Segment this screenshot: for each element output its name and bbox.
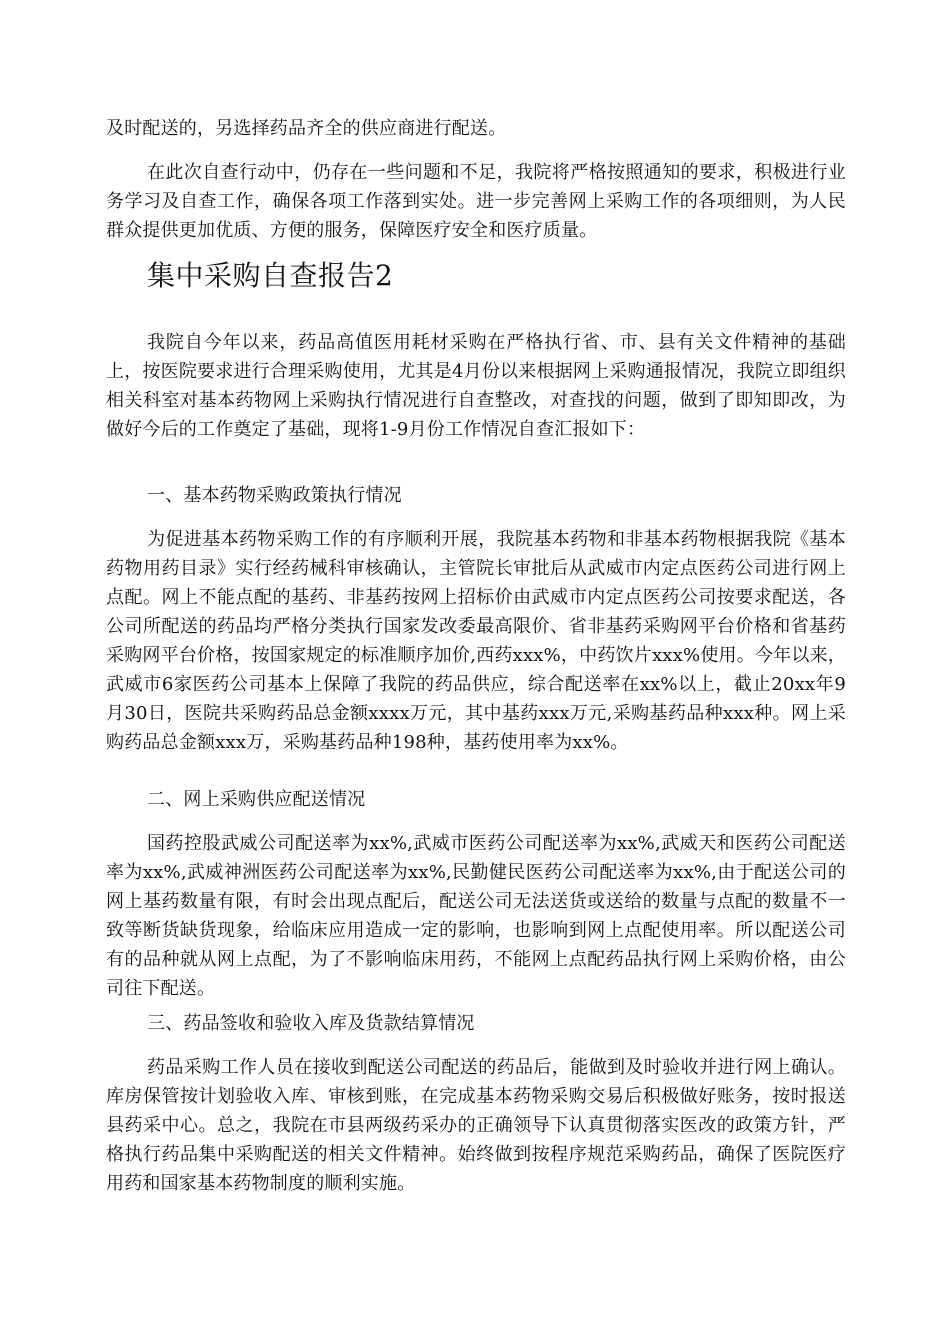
section-heading-1: 一、基本药物采购政策执行情况 [147,485,402,506]
section-heading-3: 三、药品签收和验收入库及货款结算情况 [147,1013,475,1034]
paragraph-section-1: 为促进基本药物采购工作的有序顺利开展，我院基本药物和非基本药物根据我院《基本药物用药目录》实行经药械科审核确认，主管院长审批后从武威市内定点医药公司进行网上点配。网上不能点配的基药、非基药按网上招标价由武威市内定点医药公司按要求配送，各公司所配送的药品均严格分类执行国家发改委最高限价、省非基药采购网平台价格和省基药采购网平台价格，按国家规定的标准顺序加价,西药xxx%，中药饮片xxx%使用。今年以来，武威市6家医药公司基本上保障了我院的药品供应，综合配送率在xx%以上，截止20xx年9月30日，医院共采购药品总金额xxxx万元，其中基药xxx万元,采购基药品种xxx种。网上采购药品总金额xxx万，采购基药品种198种，基药使用率为xx%。 [106,529,846,753]
paragraph-introduction: 我院自今年以来，药品高值医用耗材采购在严格执行省、市、县有关文件精神的基础上，按医院要求进行合理采购使用，尤其是4月份以来根据网上采购通报情况，我院立即组织相关科室对基本药物网上采购执行情况进行自查整改，对查找的问题，做到了即知即改，为做好今后的工作奠定了基础，现将1-9月份工作情况自查汇报如下： [106,332,846,440]
paragraph-section-3: 药品采购工作人员在接收到配送公司配送的药品后，能做到及时验收并进行网上确认。库房保管按计划验收入库、审核到账，在完成基本药物采购交易后积极做好账务，按时报送县药采中心。总之，我院在市县两级药采办的正确领导下认真贯彻落实医改的政策方针，严格执行药品集中采购配送的相关文件精神。始终做到按程序规范采购药品，确保了医院医疗用药和国家基本药物制度的顺利实施。 [106,1057,846,1194]
paragraph-self-check-summary: 在此次自查行动中，仍存在一些问题和不足，我院将严格按照通知的要求，积极进行业务学习及自查工作，确保各项工作落到实处。进一步完善网上采购工作的各项细则，为人民群众提供更加优质、方便的服务，保障医疗安全和医疗质量。 [106,162,846,241]
section-heading-2: 二、网上采购供应配送情况 [147,789,366,810]
paragraph-section-2: 国药控股武威公司配送率为xx%,武威市医药公司配送率为xx%,武威天和医药公司配送率为xx%,武威神洲医药公司配送率为xx%,民勤健民医药公司配送率为xx%,由于配送公司的网上基药数量有限，有时会出现点配后，配送公司无法送货或送给的数量与点配的数量不一致等断货缺货现象，给临床应用造成一定的影响，也影响到网上点配使用率。所以配送公司有的品种就从网上点配，为了不影响临床用药，不能网上点配药品执行网上采购价格，由公司往下配送。 [106,833,846,999]
paragraph-continuation: 及时配送的，另选择药品齐全的供应商进行配送。 [106,118,507,139]
report-heading: 集中采购自查报告2 [147,259,394,292]
